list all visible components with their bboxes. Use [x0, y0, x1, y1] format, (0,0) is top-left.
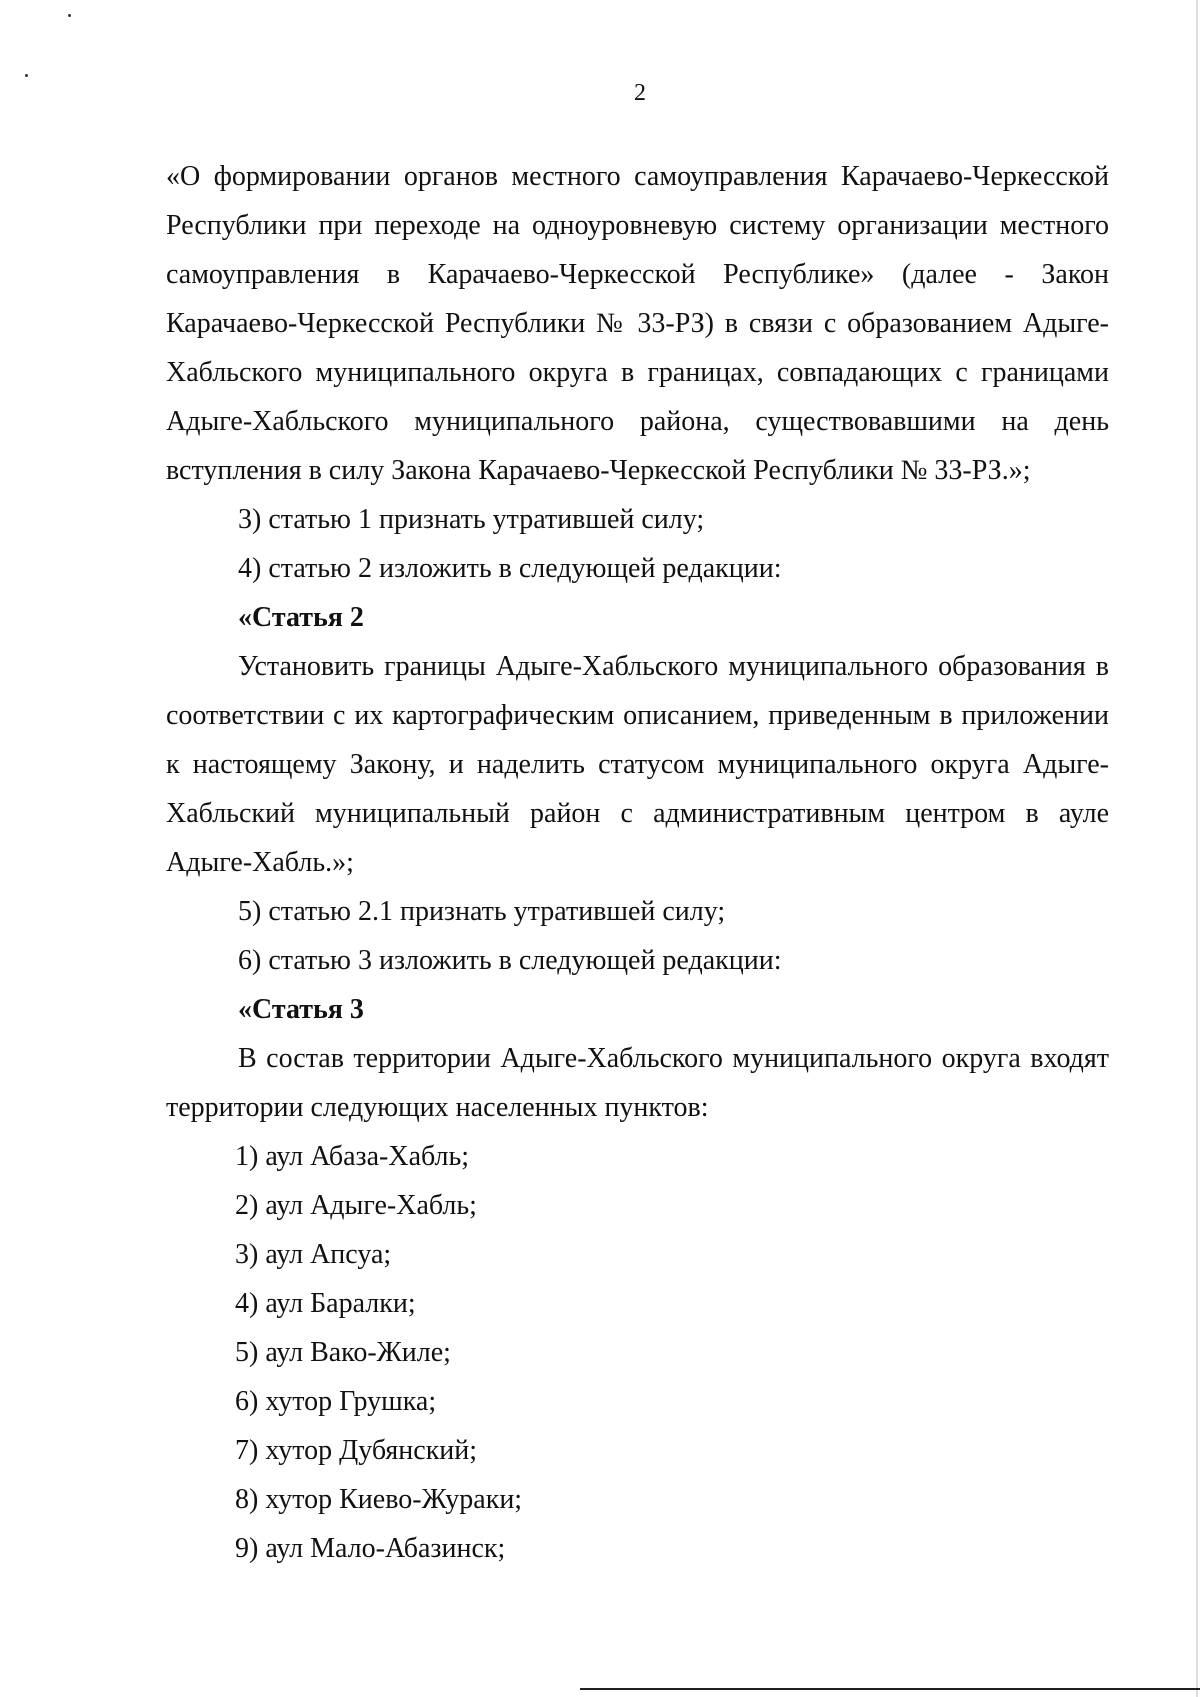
list-item: 6) хутор Грушка;	[235, 1386, 437, 1417]
article-3-heading: «Статья 3	[238, 994, 364, 1025]
list-item: 7) хутор Дубянский;	[235, 1435, 478, 1466]
amendment-item-3: 3) статью 1 признать утратившей силу;	[238, 504, 705, 535]
intro-paragraph: «О формировании органов местного самоуправления Карачаево-Черкесской Республики при переходе на одноуровневую систему организации местного самоуправления в Карачаево-Черкесской Республике» (далее - Закон Карачаево-Черкесской Республики № 33-РЗ) в связи с образованием Адыге-Хабльского муниципального округа в границах, совпадающих с границами Адыге-Хабльского муниципального района, существовавшими на день вступления в силу Закона Карачаево-Черкесской Республики № 33-РЗ.»;	[166, 161, 1109, 486]
amendment-item-5: 5) статью 2.1 признать утратившей силу;	[238, 896, 726, 927]
amendment-item-6: 6) статью 3 изложить в следующей редакции:	[238, 945, 782, 976]
list-item: 8) хутор Киево-Жураки;	[235, 1484, 523, 1515]
page-number: 2	[634, 80, 646, 106]
amendment-item-4: 4) статью 2 изложить в следующей редакции:	[238, 553, 782, 584]
list-item: 1) аул Абаза-Хабль;	[235, 1141, 470, 1172]
settlements-list	[166, 1132, 1109, 1573]
article-3-text: В состав территории Адыге-Хабльского муниципального округа входят территории следующих населенных пунктов:	[166, 1043, 1109, 1123]
list-item: 2) аул Адыге-Хабль;	[235, 1190, 477, 1221]
scan-artifact-dot	[68, 14, 71, 17]
list-item: 3) аул Апсуа;	[235, 1239, 392, 1270]
scan-edge-bottom	[580, 1688, 1200, 1690]
scan-edge-right	[1196, 0, 1198, 1697]
list-item: 4) аул Баралки;	[235, 1288, 416, 1319]
article-2-heading: «Статья 2	[238, 602, 364, 633]
document-body	[166, 152, 1109, 1573]
list-item: 5) аул Вако-Жиле;	[235, 1337, 451, 1368]
article-2-text: Установить границы Адыге-Хабльского муниципального образования в соответствии с их картографическим описанием, приведенным в приложении к настоящему Закону, и наделить статусом муниципального округа Адыге-Хабльский муниципальный район с административным центром в ауле Адыге-Хабль.»;	[166, 651, 1109, 878]
scan-artifact-dot	[25, 74, 28, 77]
list-item: 9) аул Мало-Абазинск;	[235, 1533, 506, 1564]
